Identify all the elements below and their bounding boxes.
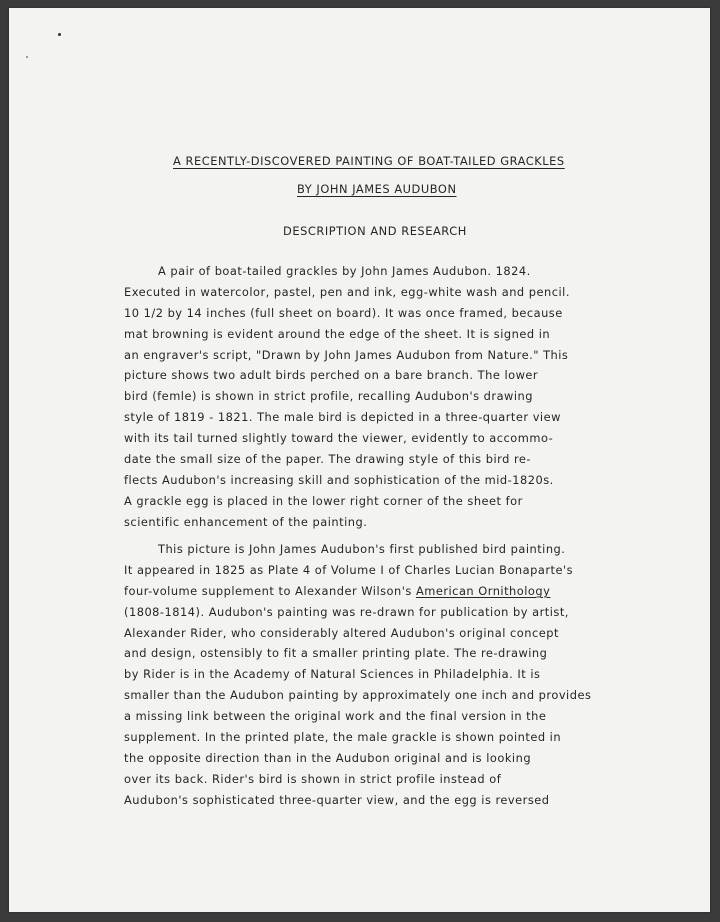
paragraph-line-text: four-volume supplement to Alexander Wilson's (124, 583, 416, 598)
paragraph-line: Alexander Rider, who considerably altered Audubon's original concept (124, 625, 559, 640)
paper-speck (26, 56, 28, 58)
paragraph-line: This picture is John James Audubon's first published bird painting. (158, 542, 566, 556)
document-page (9, 8, 710, 912)
paragraph-line (124, 581, 591, 602)
paragraph-line: and design, ostensibly to fit a smaller printing plate. The re-drawing (124, 646, 548, 661)
paragraph-line: flects Audubon's increasing skill and sophistication of the mid-1820s. (124, 472, 554, 487)
paragraph-line: picture shows two adult birds perched on a bare branch. The lower (124, 368, 539, 383)
paragraph-line: 10 1/2 by 14 inches (full sheet on board). It was once framed, because (124, 305, 563, 320)
paragraph-line: smaller than the Audubon painting by approximately one inch and provides (124, 688, 592, 703)
book-title-underlined: American Ornithology (415, 583, 551, 598)
paragraph-line: an engraver's script, "Drawn by John James Audubon from Nature." This (124, 347, 569, 362)
paragraph-line: the opposite direction than in the Audubon original and is looking (124, 750, 532, 765)
document-byline: BY JOHN JAMES AUDUBON (297, 182, 457, 196)
paragraph-line: mat browning is evident around the edge of the sheet. It is signed in (124, 326, 551, 341)
paragraph-1 (124, 261, 570, 533)
paragraph-line: Executed in watercolor, pastel, pen and ink, egg-white wash and pencil. (124, 284, 570, 299)
paragraph-line: (1808-1814). Audubon's painting was re-drawn for publication by artist, (124, 604, 569, 619)
paragraph-line: It appeared in 1825 as Plate 4 of Volume I of Charles Lucian Bonaparte's (124, 562, 574, 577)
paragraph-line: date the small size of the paper. The drawing style of this bird re- (124, 452, 531, 467)
paragraph-line: a missing link between the original work and the final version in the (124, 709, 547, 724)
paper-speck (58, 33, 61, 36)
paragraph-line: with its tail turned slightly toward the viewer, evidently to accommo- (124, 431, 554, 446)
paragraph-line: supplement. In the printed plate, the male grackle is shown pointed in (124, 730, 562, 745)
paragraph-line: style of 1819 - 1821. The male bird is depicted in a three-quarter view (124, 410, 561, 425)
paragraph-line: over its back. Rider's bird is shown in strict profile instead of (124, 771, 502, 786)
paragraph-2 (124, 539, 591, 811)
paragraph-line: scientific enhancement of the painting. (124, 514, 368, 529)
paragraph-line: bird (femle) is shown in strict profile, recalling Audubon's drawing (124, 389, 533, 404)
paragraph-line: A grackle egg is placed in the lower right corner of the sheet for (124, 493, 523, 508)
paragraph-line: A pair of boat-tailed grackles by John James Audubon. 1824. (158, 264, 531, 278)
document-title: A RECENTLY-DISCOVERED PAINTING OF BOAT-TAILED GRACKLES (173, 154, 565, 168)
paragraph-line: Audubon's sophisticated three-quarter view, and the egg is reversed (124, 792, 550, 807)
paragraph-line: by Rider is in the Academy of Natural Sciences in Philadelphia. It is (124, 667, 541, 682)
section-heading: DESCRIPTION AND RESEARCH (283, 224, 467, 238)
